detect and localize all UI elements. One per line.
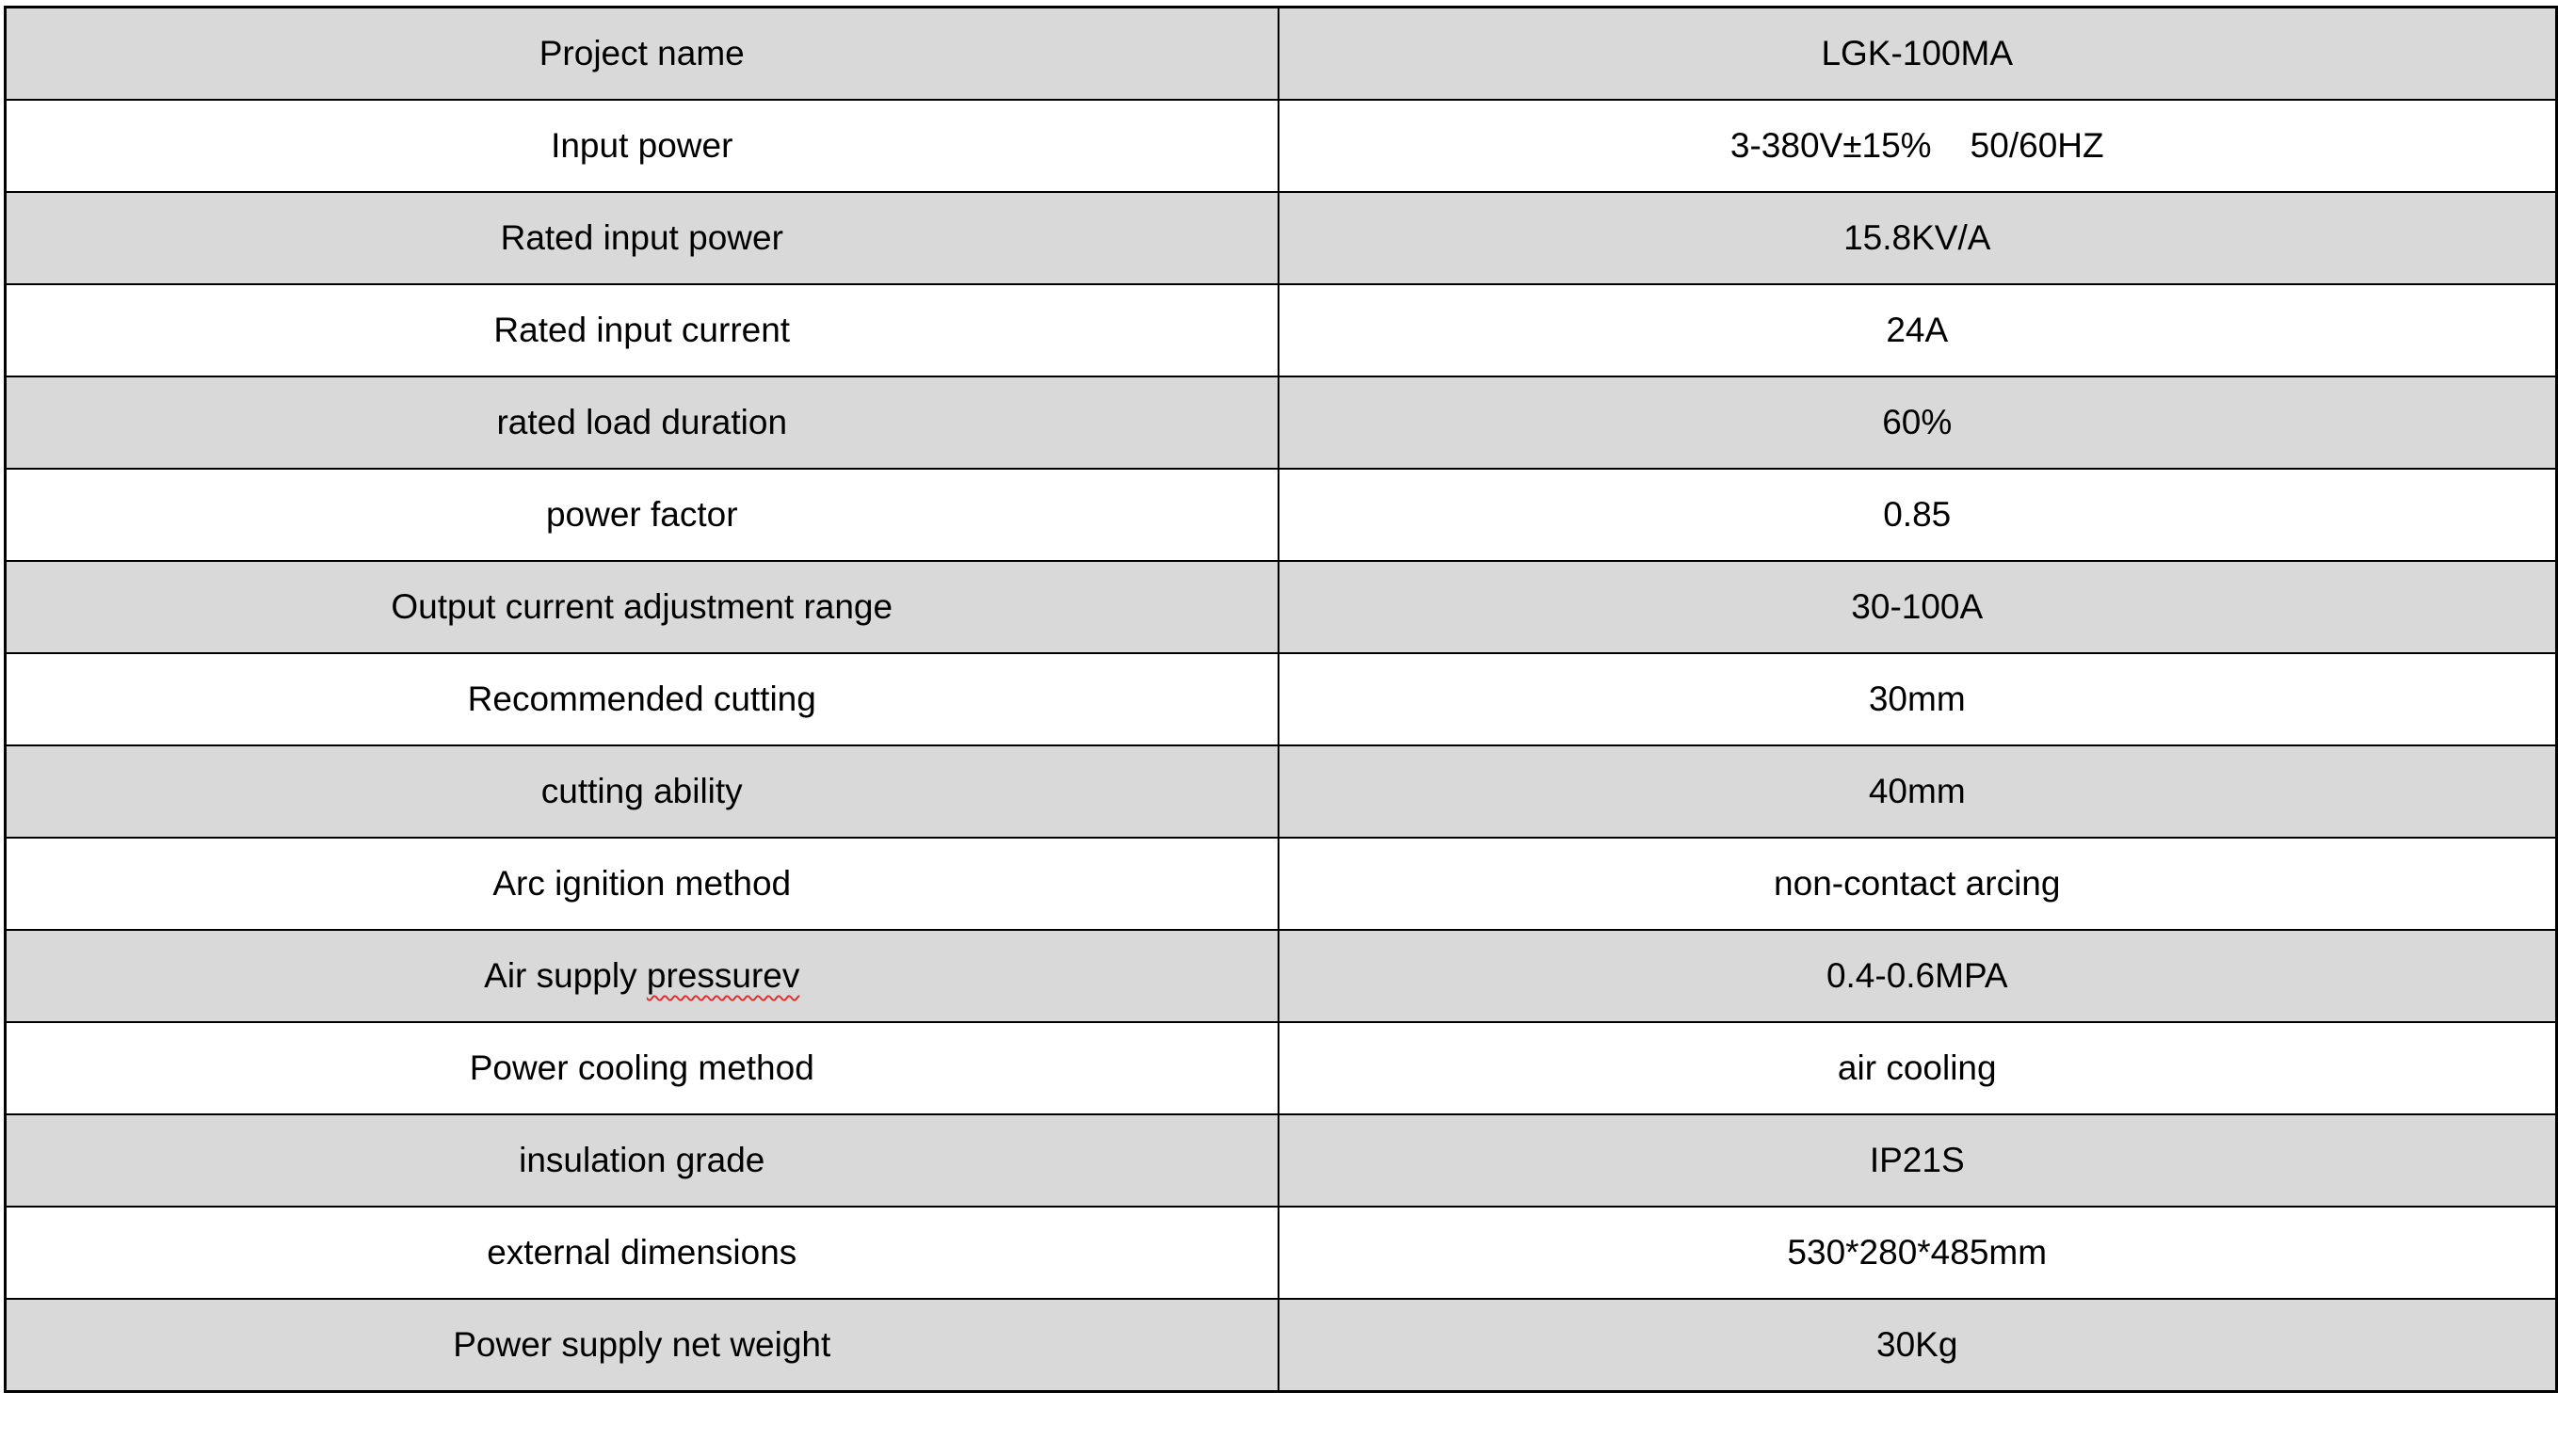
table-row: [6, 376, 2557, 469]
table-row: [6, 284, 2557, 376]
table-row: [6, 745, 2557, 838]
spec-value: 40mm: [1279, 745, 2557, 838]
spec-table: [4, 6, 2558, 1393]
spec-label: cutting ability: [6, 745, 1279, 838]
table-row: [6, 1299, 2557, 1392]
spec-value: non-contact arcing: [1279, 838, 2557, 930]
table-row: [6, 192, 2557, 284]
table-row: [6, 8, 2557, 101]
table-row: [6, 1022, 2557, 1114]
spec-label: Output current adjustment range: [6, 561, 1279, 653]
spec-label: Power cooling method: [6, 1022, 1279, 1114]
spec-value: LGK-100MA: [1279, 8, 2557, 101]
spec-label: Rated input power: [6, 192, 1279, 284]
spec-value: 60%: [1279, 376, 2557, 469]
spec-value: 15.8KV/A: [1279, 192, 2557, 284]
table-row: [6, 838, 2557, 930]
spec-value: 30-100A: [1279, 561, 2557, 653]
table-row: [6, 930, 2557, 1022]
spec-value: 0.85: [1279, 469, 2557, 561]
spec-value: air cooling: [1279, 1022, 2557, 1114]
spec-value: 0.4-0.6MPA: [1279, 930, 2557, 1022]
spec-value: 24A: [1279, 284, 2557, 376]
spec-label: Power supply net weight: [6, 1299, 1279, 1392]
spec-value: 530*280*485mm: [1279, 1207, 2557, 1299]
spec-label: Input power: [6, 100, 1279, 192]
table-row: [6, 653, 2557, 745]
table-row: [6, 1114, 2557, 1207]
spec-label: Project name: [6, 8, 1279, 101]
spec-label: Rated input current: [6, 284, 1279, 376]
spec-label: external dimensions: [6, 1207, 1279, 1299]
spec-value: 30Kg: [1279, 1299, 2557, 1392]
table-row: [6, 1207, 2557, 1299]
spec-label: [6, 930, 1279, 1022]
table-row: [6, 469, 2557, 561]
spec-label: insulation grade: [6, 1114, 1279, 1207]
spec-label: rated load duration: [6, 376, 1279, 469]
spec-label: Recommended cutting: [6, 653, 1279, 745]
spellcheck-flagged-word: pressurev: [646, 956, 800, 995]
spec-label: Arc ignition method: [6, 838, 1279, 930]
spec-value: IP21S: [1279, 1114, 2557, 1207]
spec-value: 30mm: [1279, 653, 2557, 745]
spec-label: power factor: [6, 469, 1279, 561]
spec-label-prefix: Air supply: [484, 956, 647, 995]
spec-value: 3-380V±15% 50/60HZ: [1279, 100, 2557, 192]
table-row: [6, 100, 2557, 192]
table-row: [6, 561, 2557, 653]
